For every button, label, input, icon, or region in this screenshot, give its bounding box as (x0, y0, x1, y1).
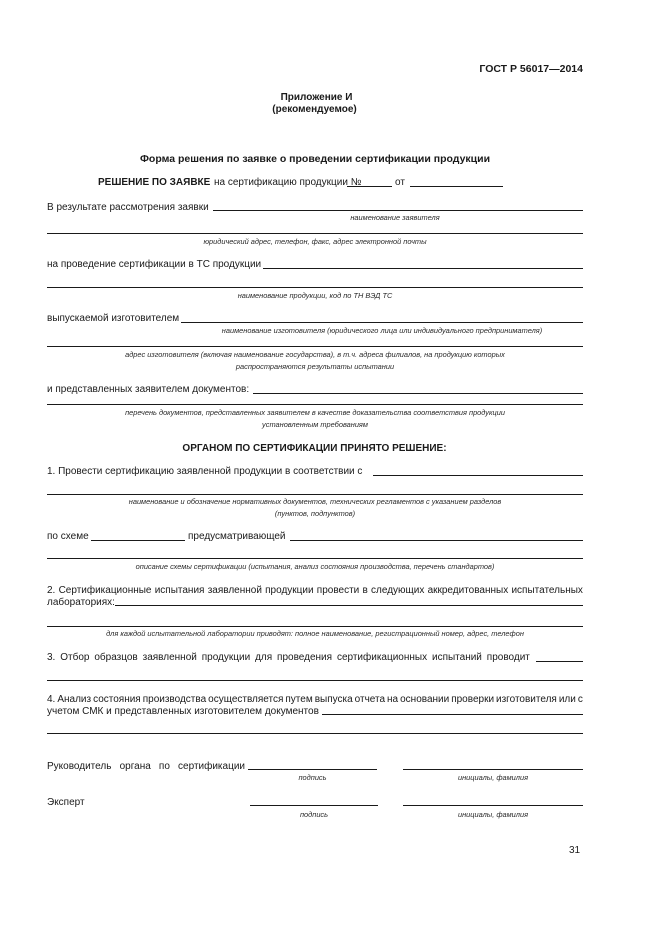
item3-word: образцов (94, 652, 138, 663)
item2-line-1 (47, 585, 583, 597)
item2-word: следующих (371, 585, 425, 596)
item4-word: выпуска (314, 694, 353, 705)
documents-line-2 (47, 404, 583, 405)
item2-word: аккредитованных (427, 585, 509, 596)
item4-word: производства (142, 694, 207, 705)
address-line (47, 233, 583, 234)
item3-word: проводит (486, 652, 530, 663)
item4-word: осуществляется (208, 694, 284, 705)
scheme-description-line (290, 540, 583, 541)
item3-word: испытаний (431, 652, 482, 663)
page-number: 31 (569, 845, 581, 856)
item4-line (322, 714, 583, 715)
applicant-caption: наименование заявителя (350, 213, 440, 222)
decision-text: на сертификацию продукции № (214, 177, 362, 188)
applicant-label: В результате рассмотрения заявки (47, 202, 209, 213)
head-signature-caption: подпись (298, 773, 327, 782)
decision-from: от (395, 177, 405, 188)
standard-code: ГОСТ Р 56017—2014 (479, 63, 583, 75)
item1-caption-1: наименование и обозначение нормативных документов, технических регламентов с указанием разделов (128, 497, 502, 506)
item3-word: Отбор (60, 652, 90, 663)
address-caption: юридический адрес, телефон, факс, адрес электронной почты (203, 237, 427, 246)
item1-line-2 (47, 494, 583, 495)
item3-word: заявленной (142, 652, 197, 663)
head-initials-caption: инициалы, фамилия (457, 773, 529, 782)
item4-word: основании (400, 694, 450, 705)
scheme-provides: предусматривающей (188, 531, 286, 542)
expert-initials-line (403, 805, 583, 806)
item2-word: Сертификационные (58, 585, 152, 596)
head-signature-line (248, 769, 377, 770)
expert-signature-caption: подпись (299, 810, 329, 819)
item2-word: продукции (265, 585, 314, 596)
item3-label (47, 652, 530, 664)
item4-word: на (387, 694, 399, 705)
appendix-title: Приложение И (280, 92, 353, 103)
scheme-line-2 (47, 558, 583, 559)
head-label (47, 761, 245, 773)
expert-initials-caption: инициалы, фамилия (457, 810, 529, 819)
item3-word: продукции (201, 652, 251, 663)
item2-line-2-rule (47, 626, 583, 627)
item4-word: или (558, 694, 576, 705)
appendix-subtitle: (рекомендуемое) (272, 104, 357, 115)
expert-signature-line (250, 805, 378, 806)
decision-body-heading: ОРГАНОМ ПО СЕРТИФИКАЦИИ ПРИНЯТО РЕШЕНИЕ: (182, 443, 447, 454)
manufacturer-label: выпускаемой изготовителем (47, 313, 180, 324)
mfr-address-caption-2: распространяются результаты испытании (235, 362, 395, 371)
applicant-line (213, 210, 583, 211)
item2-word: испытательных (511, 585, 583, 596)
documents-caption-1: перечень документов, представленных заявителем в качестве доказательства соответствия продукции (125, 408, 505, 417)
head-initials-line (403, 769, 583, 770)
item2-line-2: лабораториях: (47, 597, 115, 608)
item2-word: провести (316, 585, 360, 596)
documents-caption-2: установленным требованиям (262, 420, 368, 429)
item4-line-2-rule (47, 733, 583, 734)
item4-word: с (577, 694, 583, 705)
item3-word: сертификационных (336, 652, 428, 663)
item3-line (536, 661, 583, 662)
manufacturer-line (181, 322, 583, 323)
item2-word: в (362, 585, 368, 596)
item4-word: Анализ (57, 694, 92, 705)
item1-caption-2: (пунктов, подпунктов) (274, 509, 356, 518)
scheme-label: по схеме (47, 531, 89, 542)
decision-date-line (410, 186, 503, 187)
item2-word: 2. (47, 585, 56, 596)
scheme-line (91, 540, 185, 541)
item3-word: проведения (277, 652, 333, 663)
item3-line-2 (47, 680, 583, 681)
item2-caption: для каждой испытательной лаборатории приводят: полное наименование, регистрационный номер, адрес, телефон (106, 629, 524, 638)
documents-label: и представленных заявителем документов: (47, 384, 250, 395)
decision-heading: РЕШЕНИЕ ПО ЗАЯВКЕ (98, 177, 211, 188)
item4-word: отчета (354, 694, 386, 705)
item3-word: для (255, 652, 273, 663)
item2-word: испытания (154, 585, 205, 596)
head-word: по (158, 761, 170, 772)
mfr-address-caption-1: адрес изготовителя (включая наименование государства), в т.ч. адреса филиалов, на продукцию которых (125, 350, 505, 359)
manufacturer-caption: наименование изготовителя (юридического лица или индивидуального предпринимателя) (221, 326, 543, 335)
item4-word: проверки (451, 694, 495, 705)
item4-word: состояния (93, 694, 141, 705)
head-word: Руководитель (47, 761, 112, 772)
head-word: сертификации (178, 761, 245, 772)
product-line-2 (47, 287, 583, 288)
item4-line-1 (47, 694, 583, 706)
decision-number-line (347, 186, 392, 187)
head-word: органа (119, 761, 151, 772)
item4-word: изготовителя (496, 694, 557, 705)
expert-label: Эксперт (47, 797, 85, 808)
product-label: на проведение сертификации в ТС продукции (47, 259, 262, 270)
item1-label: 1. Провести сертификацию заявленной продукции в соответствии с (47, 466, 363, 477)
mfr-address-line (47, 346, 583, 347)
product-caption: наименование продукции, код по ТН ВЭД ТС (237, 291, 393, 300)
item3-word: 3. (47, 652, 56, 663)
form-title: Форма решения по заявке о проведении сертификации продукции (139, 153, 491, 165)
item4-word: 4. (47, 694, 56, 705)
product-line (263, 268, 583, 269)
scheme-caption: описание схемы сертификации (испытания, анализ состояния производства, перечень стандартов) (135, 562, 495, 571)
item4-word: путем (285, 694, 313, 705)
item2-word: заявленной (207, 585, 262, 596)
item2-line (115, 605, 583, 606)
item4-line-2: учетом СМК и представленных изготовителем документов (47, 706, 319, 717)
documents-line (253, 393, 583, 394)
item1-line (373, 475, 583, 476)
